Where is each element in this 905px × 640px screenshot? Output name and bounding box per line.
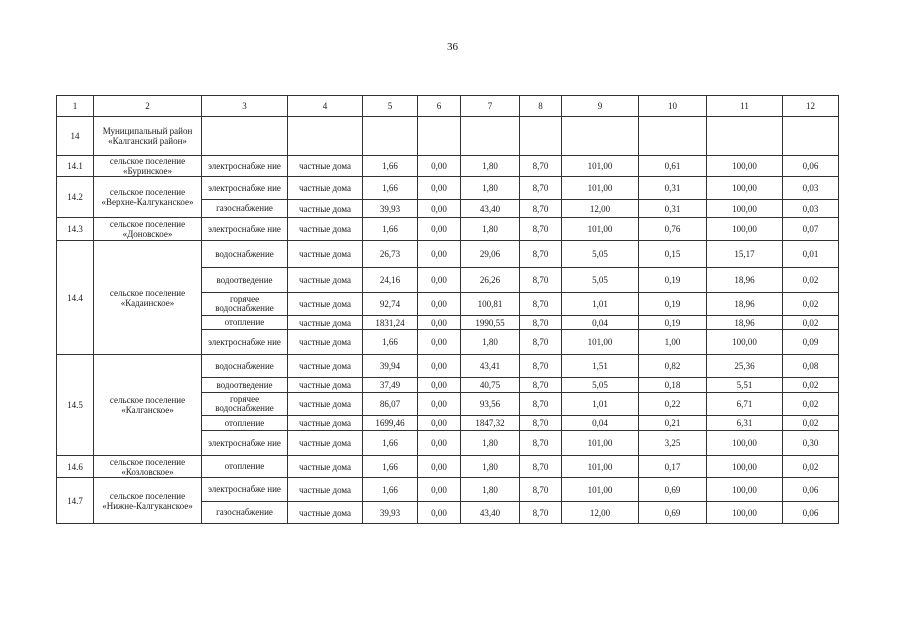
value-col9: 12,00 xyxy=(562,502,639,524)
value-col8: 8,70 xyxy=(520,502,562,524)
table-row xyxy=(57,156,839,177)
column-header: 2 xyxy=(94,96,202,117)
value-col6: 0,00 xyxy=(418,218,461,241)
service-type: отопление xyxy=(202,456,288,478)
housing-type: частные дома xyxy=(288,393,363,416)
value-col12: 0,03 xyxy=(783,200,839,218)
value-col5: 1831,24 xyxy=(363,316,418,330)
value-col6: 0,00 xyxy=(418,177,461,200)
value-col8: 8,70 xyxy=(520,393,562,416)
value-col5: 1,66 xyxy=(363,177,418,200)
housing-type: частные дома xyxy=(288,456,363,478)
empty-cell xyxy=(639,117,707,156)
value-col10: 0,61 xyxy=(639,156,707,177)
value-col11: 6,31 xyxy=(707,416,783,431)
settlement-number: 14.3 xyxy=(57,218,94,241)
settlement-number: 14.7 xyxy=(57,478,94,524)
column-header: 12 xyxy=(783,96,839,117)
value-col11: 100,00 xyxy=(707,218,783,241)
settlement-number: 14.2 xyxy=(57,177,94,218)
settlement-number: 14.5 xyxy=(57,355,94,456)
value-col12: 0,09 xyxy=(783,330,839,355)
value-col9: 12,00 xyxy=(562,200,639,218)
value-col5: 39,94 xyxy=(363,355,418,378)
value-col6: 0,00 xyxy=(418,293,461,316)
column-header: 1 xyxy=(57,96,94,117)
value-col5: 24,16 xyxy=(363,268,418,293)
value-col5: 39,93 xyxy=(363,502,418,524)
housing-type: частные дома xyxy=(288,502,363,524)
housing-type: частные дома xyxy=(288,378,363,393)
value-col6: 0,00 xyxy=(418,156,461,177)
table-body xyxy=(57,96,839,524)
empty-cell xyxy=(288,117,363,156)
value-col8: 8,70 xyxy=(520,431,562,456)
column-header: 9 xyxy=(562,96,639,117)
value-col9: 101,00 xyxy=(562,431,639,456)
value-col10: 0,31 xyxy=(639,200,707,218)
housing-type: частные дома xyxy=(288,241,363,268)
value-col6: 0,00 xyxy=(418,393,461,416)
service-type: водоснабжение xyxy=(202,355,288,378)
housing-type: частные дома xyxy=(288,478,363,502)
value-col8: 8,70 xyxy=(520,355,562,378)
value-col6: 0,00 xyxy=(418,241,461,268)
value-col10: 3,25 xyxy=(639,431,707,456)
value-col12: 0,02 xyxy=(783,268,839,293)
value-col9: 101,00 xyxy=(562,330,639,355)
value-col11: 100,00 xyxy=(707,330,783,355)
value-col7: 1847,32 xyxy=(461,416,520,431)
value-col8: 8,70 xyxy=(520,378,562,393)
settlement-name: сельское поселение «Буринское» xyxy=(94,156,202,177)
service-type: электроснабже ние xyxy=(202,218,288,241)
value-col7: 1,80 xyxy=(461,330,520,355)
service-type: отопление xyxy=(202,416,288,431)
value-col11: 100,00 xyxy=(707,200,783,218)
value-col10: 0,19 xyxy=(639,316,707,330)
value-col11: 100,00 xyxy=(707,502,783,524)
value-col10: 0,18 xyxy=(639,378,707,393)
value-col5: 1,66 xyxy=(363,156,418,177)
settlement-name: сельское поселение «Верхне-Калгуканское» xyxy=(94,177,202,218)
value-col9: 5,05 xyxy=(562,241,639,268)
value-col6: 0,00 xyxy=(418,355,461,378)
table-row xyxy=(57,241,839,268)
value-col8: 8,70 xyxy=(520,456,562,478)
empty-cell xyxy=(783,117,839,156)
value-col12: 0,06 xyxy=(783,156,839,177)
value-col5: 86,07 xyxy=(363,393,418,416)
tariff-table xyxy=(56,95,839,524)
service-type: газоснабжение xyxy=(202,502,288,524)
value-col5: 1,66 xyxy=(363,218,418,241)
settlement-name: сельское поселение «Кадаинское» xyxy=(94,241,202,355)
value-col6: 0,00 xyxy=(418,330,461,355)
value-col12: 0,07 xyxy=(783,218,839,241)
service-type: электроснабже ние xyxy=(202,156,288,177)
value-col10: 1,00 xyxy=(639,330,707,355)
value-col10: 0,17 xyxy=(639,456,707,478)
value-col12: 0,01 xyxy=(783,241,839,268)
column-header: 11 xyxy=(707,96,783,117)
value-col12: 0,02 xyxy=(783,456,839,478)
service-type: водоотведение xyxy=(202,378,288,393)
column-header: 10 xyxy=(639,96,707,117)
value-col11: 18,96 xyxy=(707,293,783,316)
value-col5: 1,66 xyxy=(363,478,418,502)
value-col7: 1,80 xyxy=(461,218,520,241)
housing-type: частные дома xyxy=(288,431,363,456)
value-col8: 8,70 xyxy=(520,316,562,330)
value-col8: 8,70 xyxy=(520,330,562,355)
housing-type: частные дома xyxy=(288,316,363,330)
housing-type: частные дома xyxy=(288,177,363,200)
value-col11: 6,71 xyxy=(707,393,783,416)
table-row xyxy=(57,218,839,241)
value-col7: 26,26 xyxy=(461,268,520,293)
column-header: 6 xyxy=(418,96,461,117)
value-col8: 8,70 xyxy=(520,478,562,502)
value-col10: 0,21 xyxy=(639,416,707,431)
empty-cell xyxy=(363,117,418,156)
value-col9: 5,05 xyxy=(562,378,639,393)
value-col7: 93,56 xyxy=(461,393,520,416)
value-col10: 0,22 xyxy=(639,393,707,416)
value-col6: 0,00 xyxy=(418,316,461,330)
settlement-name: сельское поселение «Нижне-Калгуканское» xyxy=(94,478,202,524)
service-type: водоснабжение xyxy=(202,241,288,268)
empty-cell xyxy=(461,117,520,156)
housing-type: частные дома xyxy=(288,156,363,177)
value-col12: 0,02 xyxy=(783,378,839,393)
value-col5: 92,74 xyxy=(363,293,418,316)
value-col7: 1,80 xyxy=(461,431,520,456)
housing-type: частные дома xyxy=(288,218,363,241)
value-col9: 1,51 xyxy=(562,355,639,378)
value-col8: 8,70 xyxy=(520,268,562,293)
value-col8: 8,70 xyxy=(520,241,562,268)
value-col6: 0,00 xyxy=(418,200,461,218)
table-row xyxy=(57,456,839,478)
value-col10: 0,76 xyxy=(639,218,707,241)
value-col12: 0,03 xyxy=(783,177,839,200)
value-col12: 0,06 xyxy=(783,502,839,524)
value-col5: 26,73 xyxy=(363,241,418,268)
value-col11: 18,96 xyxy=(707,268,783,293)
value-col6: 0,00 xyxy=(418,502,461,524)
value-col11: 15,17 xyxy=(707,241,783,268)
value-col9: 1,01 xyxy=(562,293,639,316)
value-col10: 0,31 xyxy=(639,177,707,200)
column-header: 4 xyxy=(288,96,363,117)
value-col12: 0,08 xyxy=(783,355,839,378)
housing-type: частные дома xyxy=(288,330,363,355)
value-col5: 1,66 xyxy=(363,456,418,478)
value-col11: 100,00 xyxy=(707,478,783,502)
settlement-number: 14.1 xyxy=(57,156,94,177)
housing-type: частные дома xyxy=(288,416,363,431)
service-type: электроснабже ние xyxy=(202,431,288,456)
value-col10: 0,19 xyxy=(639,268,707,293)
settlement-number: 14.6 xyxy=(57,456,94,478)
value-col5: 39,93 xyxy=(363,200,418,218)
value-col12: 0,02 xyxy=(783,416,839,431)
value-col12: 0,06 xyxy=(783,478,839,502)
housing-type: частные дома xyxy=(288,200,363,218)
value-col10: 0,69 xyxy=(639,502,707,524)
value-col9: 0,04 xyxy=(562,316,639,330)
table-row xyxy=(57,355,839,378)
header-row xyxy=(57,96,839,117)
column-header: 5 xyxy=(363,96,418,117)
value-col10: 0,19 xyxy=(639,293,707,316)
value-col11: 100,00 xyxy=(707,177,783,200)
service-type: газоснабжение xyxy=(202,200,288,218)
value-col6: 0,00 xyxy=(418,416,461,431)
settlement-name: сельское поселение «Козловское» xyxy=(94,456,202,478)
value-col5: 1699,46 xyxy=(363,416,418,431)
value-col12: 0,30 xyxy=(783,431,839,456)
value-col7: 43,41 xyxy=(461,355,520,378)
value-col11: 18,96 xyxy=(707,316,783,330)
value-col8: 8,70 xyxy=(520,200,562,218)
settlement-number: 14.4 xyxy=(57,241,94,355)
district-name: Муниципальный район «Калганский район» xyxy=(94,117,202,156)
value-col9: 101,00 xyxy=(562,177,639,200)
empty-cell xyxy=(520,117,562,156)
value-col7: 1,80 xyxy=(461,177,520,200)
empty-cell xyxy=(418,117,461,156)
value-col11: 5,51 xyxy=(707,378,783,393)
value-col6: 0,00 xyxy=(418,268,461,293)
district-number: 14 xyxy=(57,117,94,156)
value-col9: 5,05 xyxy=(562,268,639,293)
value-col8: 8,70 xyxy=(520,177,562,200)
column-header: 7 xyxy=(461,96,520,117)
value-col10: 0,69 xyxy=(639,478,707,502)
value-col11: 100,00 xyxy=(707,431,783,456)
value-col7: 43,40 xyxy=(461,502,520,524)
value-col9: 0,04 xyxy=(562,416,639,431)
table-row xyxy=(57,478,839,502)
service-type: электроснабже ние xyxy=(202,478,288,502)
value-col5: 1,66 xyxy=(363,431,418,456)
value-col7: 1,80 xyxy=(461,478,520,502)
value-col7: 1,80 xyxy=(461,456,520,478)
value-col8: 8,70 xyxy=(520,293,562,316)
value-col8: 8,70 xyxy=(520,156,562,177)
value-col9: 101,00 xyxy=(562,456,639,478)
settlement-name: сельское поселение «Доновское» xyxy=(94,218,202,241)
column-header: 8 xyxy=(520,96,562,117)
value-col9: 101,00 xyxy=(562,478,639,502)
value-col9: 1,01 xyxy=(562,393,639,416)
empty-cell xyxy=(562,117,639,156)
housing-type: частные дома xyxy=(288,293,363,316)
value-col7: 1990,55 xyxy=(461,316,520,330)
value-col7: 40,75 xyxy=(461,378,520,393)
value-col12: 0,02 xyxy=(783,293,839,316)
value-col6: 0,00 xyxy=(418,478,461,502)
value-col8: 8,70 xyxy=(520,416,562,431)
value-col11: 100,00 xyxy=(707,456,783,478)
value-col5: 37,49 xyxy=(363,378,418,393)
empty-cell xyxy=(202,117,288,156)
service-type: электроснабже ние xyxy=(202,330,288,355)
housing-type: частные дома xyxy=(288,268,363,293)
value-col9: 101,00 xyxy=(562,218,639,241)
service-type: горячее водоснабжение xyxy=(202,293,288,316)
housing-type: частные дома xyxy=(288,355,363,378)
page-number: 36 xyxy=(447,41,458,53)
table-row xyxy=(57,177,839,200)
empty-cell xyxy=(707,117,783,156)
settlement-name: сельское поселение «Калганское» xyxy=(94,355,202,456)
district-row xyxy=(57,117,839,156)
value-col7: 100,81 xyxy=(461,293,520,316)
value-col8: 8,70 xyxy=(520,218,562,241)
value-col11: 100,00 xyxy=(707,156,783,177)
value-col6: 0,00 xyxy=(418,378,461,393)
value-col9: 101,00 xyxy=(562,156,639,177)
service-type: водоотведение xyxy=(202,268,288,293)
value-col7: 1,80 xyxy=(461,156,520,177)
value-col6: 0,00 xyxy=(418,431,461,456)
value-col10: 0,15 xyxy=(639,241,707,268)
value-col5: 1,66 xyxy=(363,330,418,355)
service-type: электроснабже ние xyxy=(202,177,288,200)
value-col10: 0,82 xyxy=(639,355,707,378)
column-header: 3 xyxy=(202,96,288,117)
service-type: горячее водоснабжение xyxy=(202,393,288,416)
value-col7: 29,06 xyxy=(461,241,520,268)
value-col6: 0,00 xyxy=(418,456,461,478)
value-col11: 25,36 xyxy=(707,355,783,378)
value-col7: 43,40 xyxy=(461,200,520,218)
value-col12: 0,02 xyxy=(783,316,839,330)
service-type: отопление xyxy=(202,316,288,330)
value-col12: 0,02 xyxy=(783,393,839,416)
